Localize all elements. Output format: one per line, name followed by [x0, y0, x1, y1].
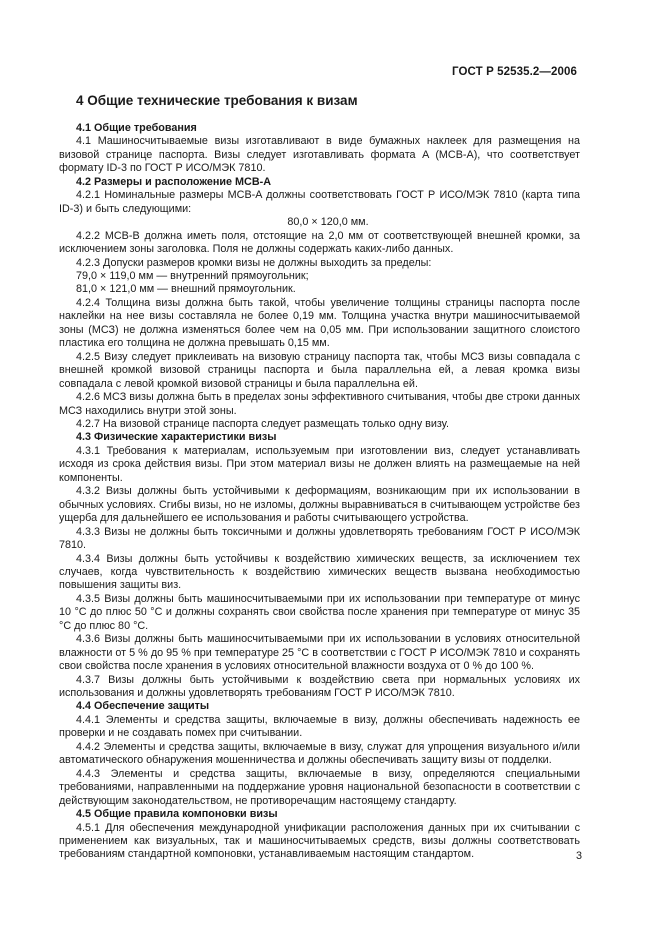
page-number: 3	[576, 850, 583, 862]
paragraph-4-2-3: 4.2.3 Допуски размеров кромки визы не должны выходить за пределы:	[76, 256, 432, 269]
subsection-heading-4-2: 4.2 Размеры и расположение MCB-A	[76, 175, 272, 188]
paragraph-4-4-2: 4.4.2 Элементы и средства защиты, включаемые в визу, служат для упрощения визуального и/или автоматического обнаружения мошенничества и должны обеспечивать защиту визы от подделки.	[59, 740, 580, 767]
paragraph-4-2-2: 4.2.2 MCB-B должна иметь поля, отстоящие на 2,0 мм от соответствующей внешней кромки, за исключением зоны заголовка. Поля не должны содержать каких-либо данных.	[59, 229, 580, 256]
standard-designation: ГОСТ Р 52535.2—2006	[452, 66, 577, 78]
paragraph-4-3-2: 4.3.2 Визы должны быть устойчивыми к деформациям, возникающим при их использовании в обычных условиях. Сгибы визы, но не изломы, должны выравниваться в считывающем устройстве без ущерба для дальнейшего ее использования и работы считывающего устройства.	[59, 485, 580, 525]
paragraph-4-3-7: 4.3.7 Визы должны быть устойчивыми к воздействию света при нормальных условиях их использования и должны удовлетворять требованиям ГОСТ Р ИСО/МЭК 7810.	[59, 673, 580, 700]
subsection-heading-4-5: 4.5 Общие правила компоновки визы	[76, 808, 278, 821]
paragraph-4-3-6: 4.3.6 Визы должны быть машиносчитываемыми при их использовании в условиях относительной влажности от 5 % до 95 % при температуре 25 °С в соответствии с ГОСТ Р ИСО/МЭК 7810 и сохранять свои свойства после хранения в условиях относительной влажности воздуха от 0 % до 100 %.	[59, 633, 580, 673]
paragraph-4-2-6: 4.2.6 МСЗ визы должна быть в пределах зоны эффективного считывания, чтобы две строки данных МСЗ находились внутри этой зоны.	[59, 391, 580, 417]
paragraph-4-1: 4.1 Машиносчитываемые визы изготавливают в виде бумажных наклеек для размещения на визовой странице паспорта. Визы следует изготавливать формата A (MCB-A), что соответствует формату ID-3 по ГОСТ Р ИСО/МЭК 7810.	[59, 135, 580, 175]
tolerance-inner: 79,0 × 119,0 мм — внутренний прямоугольник;	[76, 269, 309, 282]
paragraph-4-2-1: 4.2.1 Номинальные размеры MCB-A должны соответствовать ГОСТ Р ИСО/МЭК 7810 (карта типа ID-3) и быть следующими:	[59, 189, 580, 215]
paragraph-4-2-7: 4.2.7 На визовой странице паспорта следует размещать только одну визу.	[76, 417, 450, 430]
paragraph-4-3-1: 4.3.1 Требования к материалам, используемым при изготовлении виз, следует устанавливать исходя из срока действия визы. При этом материал визы не должен влиять на размещаемые на ней компоненты.	[59, 444, 580, 484]
paragraph-4-3-4: 4.3.4 Визы должны быть устойчивы к воздействию химических веществ, за исключением тех случаев, когда чувствительность к воздействию химических веществ вызвана необходимостью повышения защиты виз.	[59, 552, 580, 592]
paragraph-4-3-3: 4.3.3 Визы не должны быть токсичными и должны удовлетворять требованиям ГОСТ Р ИСО/МЭК 7810.	[59, 525, 580, 552]
paragraph-4-4-3: 4.4.3 Элементы и средства защиты, включаемые в визу, определяются специальными требованиями, направленными на поддержание уровня национальной безопасности в соответствии с действующим законодательством, не противоречащим настоящему стандарту.	[59, 767, 580, 807]
section-title: 4 Общие технические требования к визам	[76, 93, 358, 108]
subsection-heading-4-3: 4.3 Физические характеристики визы	[76, 431, 277, 444]
paragraph-4-2-5: 4.2.5 Визу следует приклеивать на визовую страницу паспорта так, чтобы МСЗ визы совпадала с внешней кромкой визовой страницы паспорта и была параллельна ей, а левая кромка визы совпадала с левой кромкой визовой страницы и была параллельна ей.	[59, 350, 580, 390]
dimension-formula: 80,0 × 120,0 мм.	[287, 216, 369, 229]
subsection-heading-4-4: 4.4 Обеспечение защиты	[76, 700, 210, 713]
paragraph-4-2-4: 4.2.4 Толщина визы должна быть такой, чтобы увеличение толщины страницы паспорта после наклейки на нее визы составляла не более 0,19 мм. Толщина участка внутри машиносчитываемой зоны (МСЗ) не должна изменяться более чем на 0,05 мм. При использовании защитного слоистого пластика его толщина не должна превышать 0,15 мм.	[59, 296, 580, 350]
paragraph-4-3-5: 4.3.5 Визы должны быть машиносчитываемыми при их использовании при температуре от минус 10 °С до плюс 50 °С и должны сохранять свои свойства после хранения при температуре от минус 35 °С до плюс 80 °С.	[59, 592, 580, 632]
tolerance-outer: 81,0 × 121,0 мм — внешний прямоугольник.	[76, 283, 296, 296]
paragraph-4-5-1: 4.5.1 Для обеспечения международной унификации расположения данных при их считывании с применением как визуальных, так и машиносчитываемых средств, визы должны соответствовать требованиям стандартной компоновки, устанавливаемым настоящим стандартом.	[59, 821, 580, 861]
paragraph-4-4-1: 4.4.1 Элементы и средства защиты, включаемые в визу, должны обеспечивать надежность ее проверки и не создавать помех при считывании.	[59, 713, 580, 740]
subsection-heading-4-1: 4.1 Общие требования	[76, 122, 197, 134]
page-content	[59, 92, 583, 862]
